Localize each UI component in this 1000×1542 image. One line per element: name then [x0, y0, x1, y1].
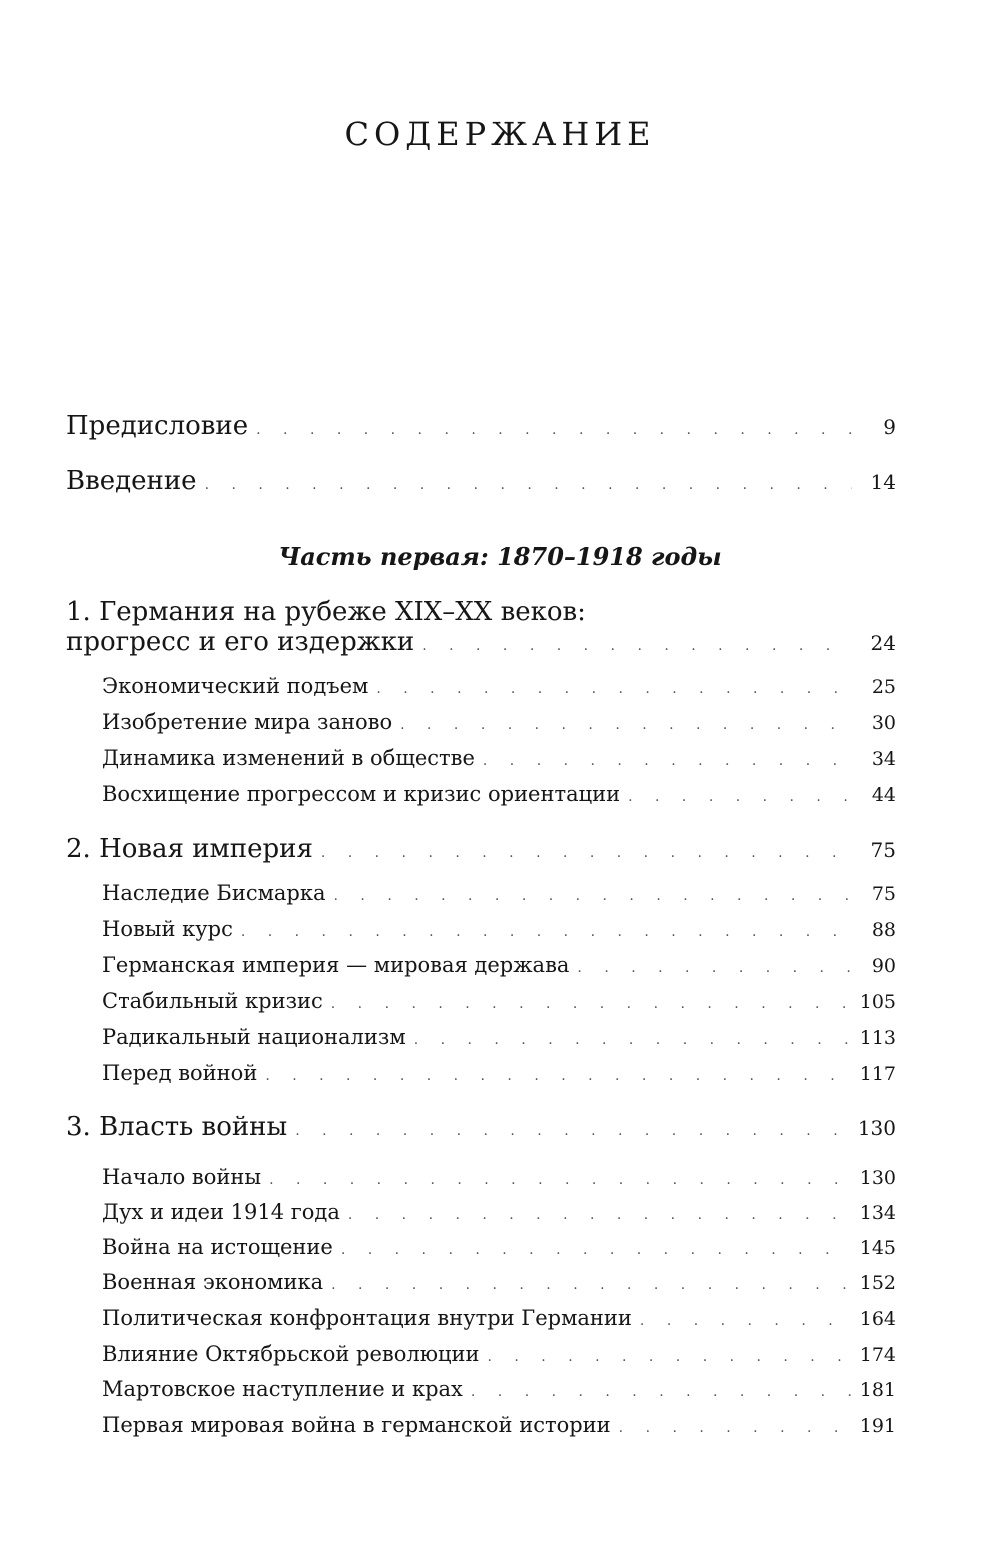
toc-section	[102, 945, 896, 985]
entry-label: прогресс и его издержки	[66, 627, 415, 657]
entry-page: 174	[859, 1344, 896, 1366]
entry-label: 2. Новая империя	[66, 834, 313, 864]
entry-page: 105	[859, 991, 896, 1013]
toc-chapter-2	[66, 829, 896, 869]
toc-section	[102, 1157, 896, 1197]
toc-section	[102, 1262, 896, 1302]
toc-section	[102, 738, 896, 778]
toc-chapter-1	[66, 622, 896, 662]
entry-label: Влияние Октябрьской революции	[102, 1342, 480, 1366]
entry-label: Начало войны	[102, 1165, 262, 1189]
toc-section	[102, 774, 896, 814]
entry-label: Мартовское наступление и крах	[102, 1377, 463, 1401]
toc-section	[102, 1405, 896, 1445]
entry-label: Радикальный национализм	[102, 1025, 406, 1049]
entry-page: 130	[857, 1116, 896, 1140]
entry-page: 117	[859, 1063, 896, 1085]
toc-section	[102, 1298, 896, 1338]
entry-label: Перед войной	[102, 1061, 258, 1085]
toc-section	[102, 666, 896, 706]
entry-label: Политическая конфронтация внутри Германии	[102, 1306, 632, 1330]
dot-leader	[422, 626, 852, 666]
chapter-1-title-line1: 1. Германия на рубеже XIX–XX веков:	[66, 597, 586, 627]
dot-leader	[321, 833, 852, 873]
toc-section	[102, 981, 896, 1021]
entry-page: 145	[859, 1237, 896, 1259]
entry-page: 113	[859, 1027, 896, 1049]
entry-label: Динамика изменений в обществе	[102, 746, 475, 770]
toc-section	[102, 1192, 896, 1232]
entry-page: 24	[870, 631, 896, 655]
entry-page: 130	[859, 1167, 896, 1189]
entry-label: Германская империя — мировая держава	[102, 953, 570, 977]
dot-leader	[619, 1408, 852, 1448]
toc-entry-preface	[66, 406, 896, 446]
part-heading: Часть первая: 1870–1918 годы	[278, 542, 722, 571]
toc-section	[102, 702, 896, 742]
entry-page: 90	[871, 955, 896, 977]
entry-label: Изобретение мира заново	[102, 710, 393, 734]
entry-page: 75	[870, 838, 896, 862]
entry-page: 25	[871, 676, 896, 698]
entry-page: 9	[883, 415, 896, 439]
entry-label: Восхищение прогрессом и кризис ориентации	[102, 782, 621, 806]
toc-section	[102, 1017, 896, 1057]
entry-label: Предисловие	[66, 411, 249, 441]
entry-page: 164	[859, 1308, 896, 1330]
toc-entry-introduction	[66, 461, 896, 501]
entry-page: 152	[859, 1272, 896, 1294]
dot-leader	[205, 465, 852, 505]
entry-label: Введение	[66, 466, 197, 496]
entry-label: Стабильный кризис	[102, 989, 323, 1013]
dot-leader	[295, 1111, 850, 1151]
entry-label: Военная экономика	[102, 1270, 324, 1294]
entry-page: 34	[871, 748, 896, 770]
toc-section	[102, 1053, 896, 1093]
entry-label: Экономический подъем	[102, 674, 369, 698]
entry-page: 181	[859, 1379, 896, 1401]
toc-section	[102, 873, 896, 913]
entry-page: 191	[859, 1415, 896, 1437]
entry-page: 75	[871, 883, 896, 905]
entry-label: 3. Власть войны	[66, 1112, 288, 1142]
entry-label: Дух и идеи 1914 года	[102, 1200, 340, 1224]
toc-section	[102, 1227, 896, 1267]
entry-label: Новый курс	[102, 917, 233, 941]
entry-label: Война на истощение	[102, 1235, 333, 1259]
entry-page: 134	[859, 1202, 896, 1224]
entry-page: 30	[871, 712, 896, 734]
dot-leader	[256, 410, 852, 450]
entry-page: 88	[871, 919, 896, 941]
toc-chapter-3	[66, 1107, 896, 1147]
entry-label: Первая мировая война в германской истории	[102, 1413, 611, 1437]
dot-leader	[628, 777, 852, 817]
toc-section	[102, 909, 896, 949]
toc-section	[102, 1369, 896, 1409]
page-title: СОДЕРЖАНИЕ	[344, 115, 656, 153]
entry-page: 44	[871, 784, 896, 806]
dot-leader	[265, 1056, 851, 1096]
entry-page: 14	[870, 470, 896, 494]
toc-section	[102, 1334, 896, 1374]
entry-label: Наследие Бисмарка	[102, 881, 326, 905]
